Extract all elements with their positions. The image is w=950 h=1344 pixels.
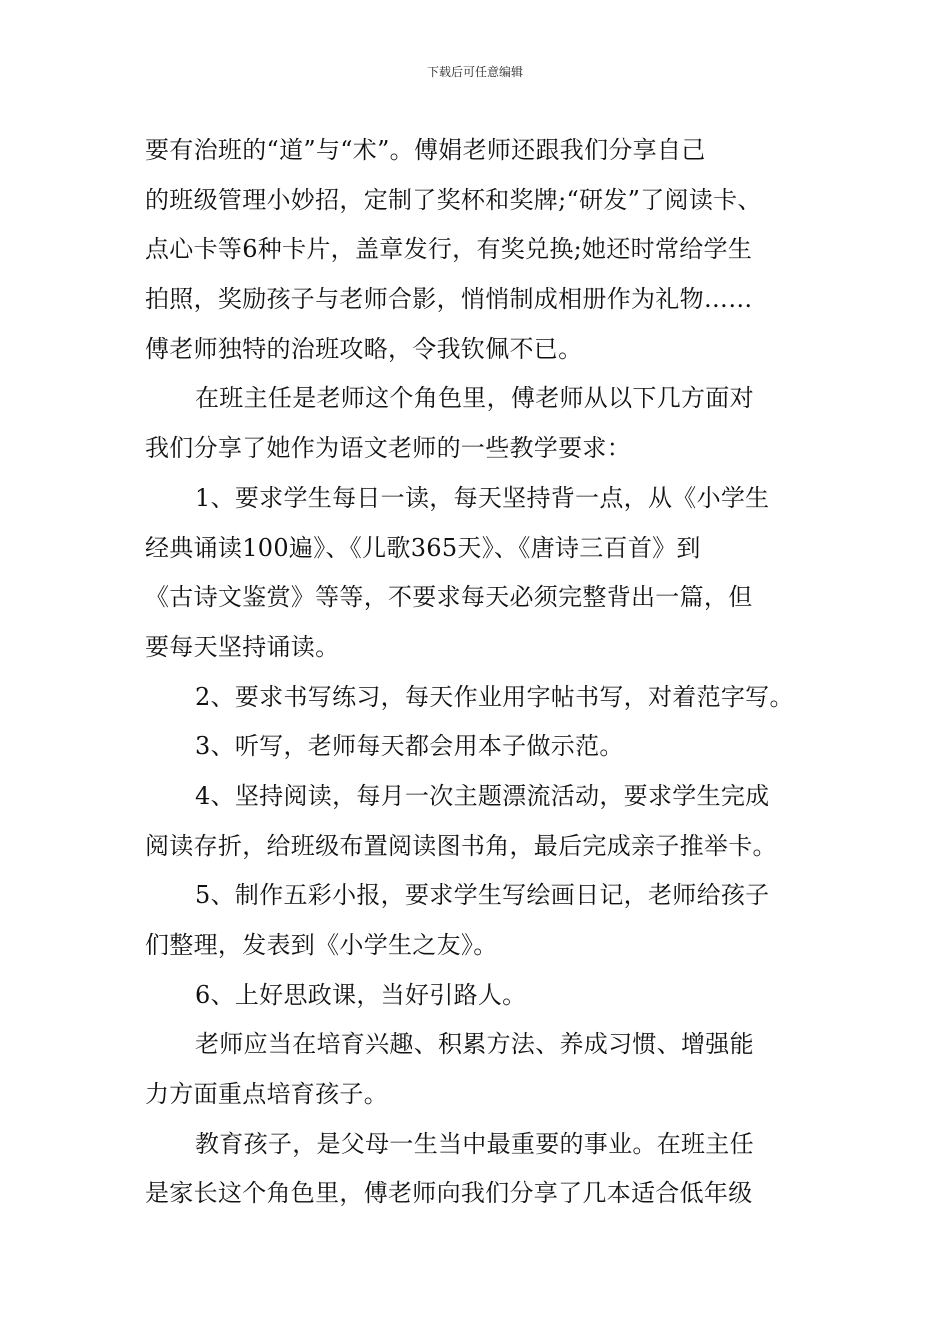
text-line: 4、坚持阅读，每月一次主题漂流活动，要求学生完成 <box>195 781 770 810</box>
text-line: 6、上好思政课，当好引路人。 <box>195 980 527 1009</box>
text-line: 2、要求书写练习，每天作业用字帖书写，对着范字写。 <box>195 682 794 711</box>
text-line: 的班级管理小妙招，定制了奖杯和奖牌;“研发”了阅读卡、 <box>145 185 762 214</box>
text-line: 3、听写，老师每天都会用本子做示范。 <box>195 732 624 761</box>
text-line: 我们分享了她作为语文老师的一些教学要求： <box>145 434 631 463</box>
text-line: 经典诵读100遍》、《儿歌365天》、《唐诗三百首》到 <box>145 533 701 562</box>
text-line: 拍照，奖励孩子与老师合影，悄悄制成相册作为礼物…… <box>145 285 753 314</box>
text-line: 是家长这个角色里，傅老师向我们分享了几本适合低年级 <box>145 1179 753 1208</box>
page-header: 下载后可任意编辑 <box>426 65 523 79</box>
text-line: 5、制作五彩小报，要求学生写绘画日记，老师给孩子 <box>195 881 770 910</box>
text-line: 要有治班的“道”与“术”。傅娟老师还跟我们分享自己 <box>145 136 706 164</box>
text-line: 点心卡等6种卡片，盖章发行，有奖兑换;她还时常给学生 <box>145 235 753 264</box>
text-line: 阅读存折，给班级布置阅读图书角，最后完成亲子推举卡。 <box>145 831 777 860</box>
text-line: 教育孩子，是父母一生当中最重要的事业。在班主任 <box>195 1129 754 1158</box>
text-line: 在班主任是老师这个角色里，傅老师从以下几方面对 <box>195 384 754 413</box>
document-body <box>145 126 810 1219</box>
text-line: 傅老师独特的治班攻略，令我钦佩不已。 <box>145 334 583 363</box>
text-line: 力方面重点培育孩子。 <box>145 1080 388 1109</box>
text-line: 《古诗文鉴赏》等等，不要求每天必须完整背出一篇，但 <box>145 583 753 612</box>
text-line: 1、要求学生每日一读，每天坚持背一点，从《小学生 <box>195 483 770 512</box>
text-line: 老师应当在培育兴趣、积累方法、养成习惯、增强能 <box>195 1030 754 1059</box>
text-line: 要每天坚持诵读。 <box>145 632 340 661</box>
text-line: 们整理，发表到《小学生之友》。 <box>145 931 498 959</box>
